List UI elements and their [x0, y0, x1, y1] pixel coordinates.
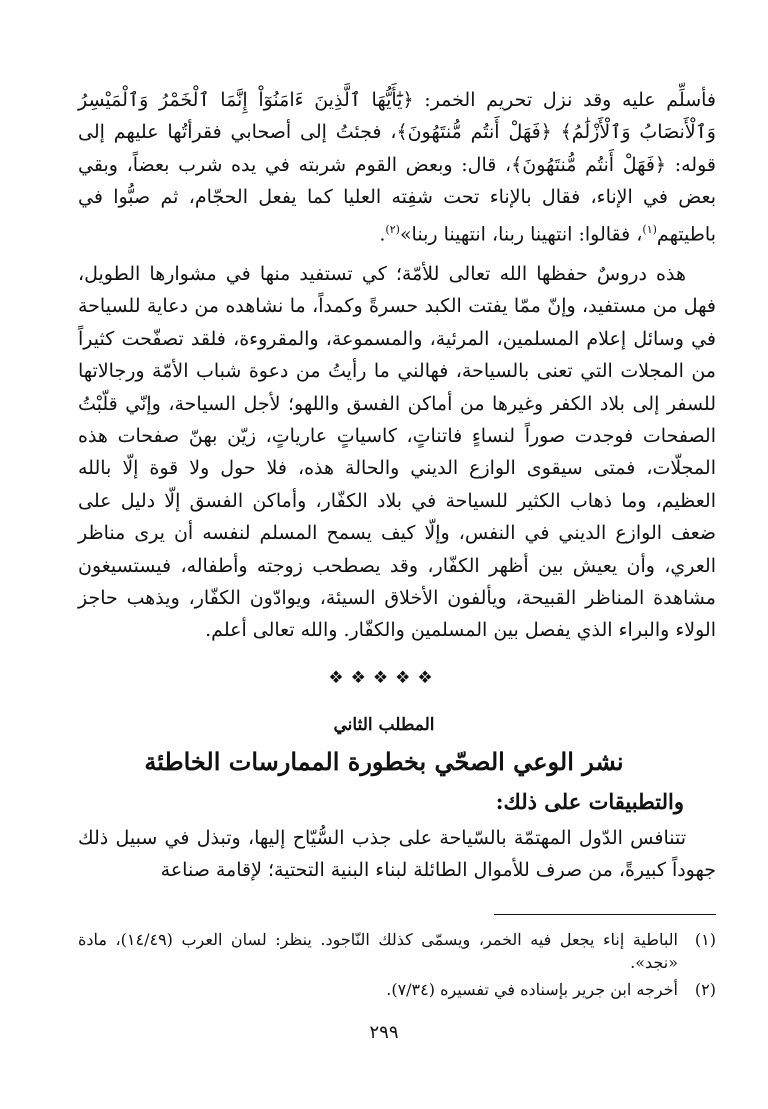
body-text-bottom — [78, 822, 716, 887]
footnote-ref-1: (١) — [642, 222, 657, 236]
applications-heading: والتطبيقات على ذلك: — [495, 789, 684, 814]
paragraph-tourism: تتنافس الدّول المهتمّة بالسّياحة على جذب السُّيّاح إليها، وتبذل في سبيل ذلك جهوداً كبيرةً، من صرف للأموال الطائلة لبناء البنية التحتية؛ لإقامة صناعة — [78, 827, 716, 882]
footnote-1 — [78, 928, 716, 974]
page-number: ٢٩٩ — [369, 1022, 399, 1043]
footnote-ref-2: (٢) — [385, 222, 400, 236]
body-text-top — [78, 84, 716, 250]
paragraph-hadith-text: فأسلِّم عليه وقد نزل تحريم الخمر: ﴿يَٰٓأَيُّهَا ٱلَّذِينَ ءَامَنُوٓاْ إِنَّمَا ٱلْخَمْرُ وَٱلْمَيْسِرُ وَٱلْأَنصَابُ وَٱلْأَزْلَٰمُ﴾ ﴿فَهَلْ أَنتُم مُّنتَهُونَ﴾، فجئتُ إلى أصحابي فقرأتُها عليهم إلى قوله: ﴿فَهَلْ أَنتُم مُّنتَهُونَ﴾، قال: وبعض القوم شربته في يده شرب بعضاً، وبقي بعض في الإناء، فقال بالإناء تحت شفِته العليا كما يفعل الحجّام، ثم صبُّوا في باطيتهم — [78, 89, 716, 245]
footnote-number: (٢) — [694, 980, 716, 999]
section-subtitle: المطلب الثاني — [333, 715, 435, 735]
paragraph-hadith — [78, 84, 716, 250]
section-title: نشر الوعي الصحّي بخطورة الممارسات الخاطئة — [144, 747, 624, 776]
footnote-separator — [494, 914, 716, 915]
paragraph-lessons: هذه دروسٌ حفظها الله تعالى للأمّة؛ كي تستفيد منها في مشوارها الطويل، فهل من مستفيد، وإنّ ممّا يفتت الكبد حسرةً وكمداً، ما نشاهده من دعاية للسياحة في وسائل إعلام المسلمين، المرئية، والمسموعة، والمقروءة، فلقد تصفّحت كثيراً من المجلات التي تعنى بالسياحة، فهالني ما رأيتُ من دعوة شباب الأمّة ورجالاتها للسفر إلى بلاد الكفر وغيرها من أماكن الفسق واللهو؛ لأجل السياحة، وإنّي قلّبْتُ الصفحات فوجدت صوراً لنساءٍ فاتناتٍ، كاسياتٍ عارياتٍ، زيّن بهنّ صفحات هذه المجلّات، فمتى سيقوى الوازع الديني والحالة هذه، فلا حول ولا قوة إلّا بالله العظيم، وما ذهاب الكثير للسياحة في بلاد الكفّار، وأماكن الفسق إلّا دليل على ضعف الوازع الديني في النفس، وإلّا كيف يسمح المسلم لنفسه أن يرى مناظر العري، وأن يعيش بين أظهر الكفّار، وقد يصطحب زوجته وأطفاله، فيستسيغون مشاهدة المناظر القبيحة، ويألفون الأخلاق السيئة، ويوادّون الكفّار، ويذهب حاجز الولاء والبراء الذي يفصل بين المسلمين والكفّار. والله تعالى أعلم. — [78, 263, 716, 642]
footnote-text: الباطية إناء يجعل فيه الخمر، ويسمّى كذلك النّاجود. ينظر: لسان العرب (١٤/٤٩)، مادة «نجد». — [78, 930, 678, 972]
paragraph-hadith-tail: ، فقالوا: انتهينا ربنا، انتهينا ربنا» — [399, 222, 643, 245]
footnote-2 — [78, 978, 716, 1001]
body-text-middle — [78, 258, 716, 647]
footnote-number: (١) — [694, 930, 716, 949]
footnotes — [78, 928, 716, 1005]
paragraph-hadith-end: . — [379, 222, 386, 245]
footnote-text: أخرجه ابن جرير بإسناده في تفسيره (٧/٣٤). — [386, 980, 678, 999]
section-ornament-divider: ❖❖❖❖❖ — [328, 668, 440, 688]
